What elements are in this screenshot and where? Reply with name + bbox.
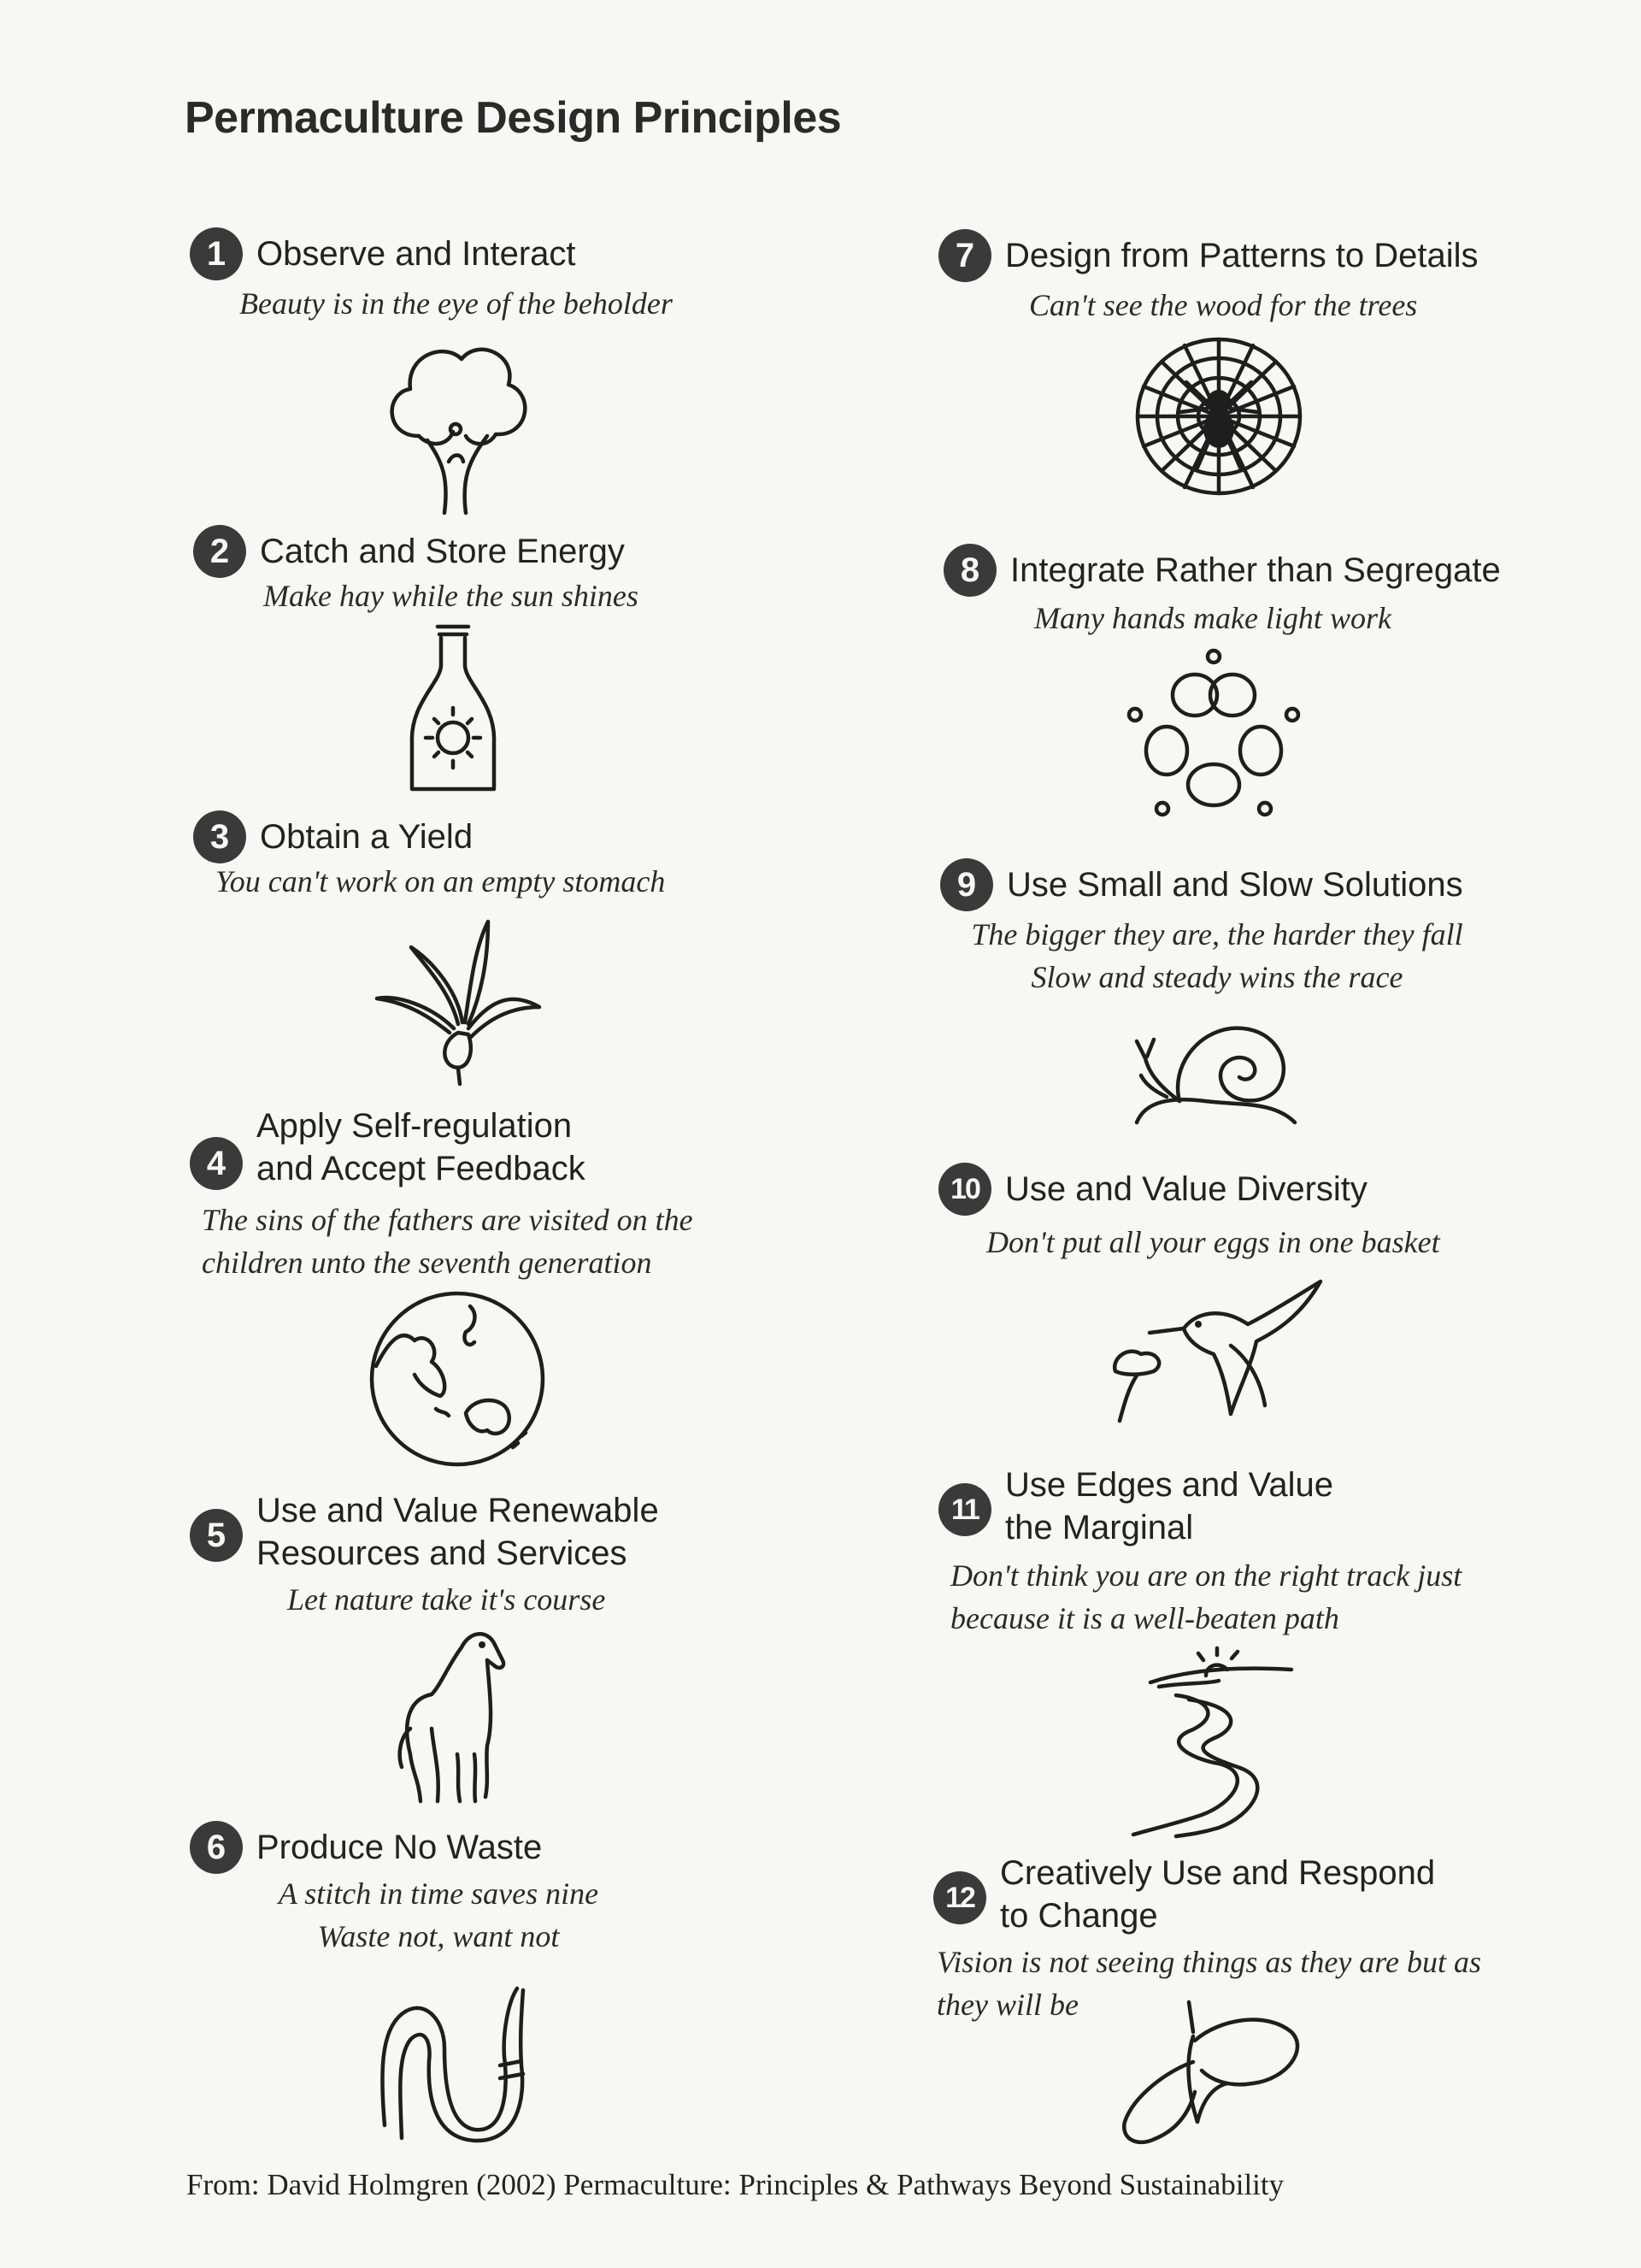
principle-11 (938, 1464, 1333, 1549)
number-badge: 3 (193, 810, 246, 863)
globe-icon (368, 1289, 547, 1469)
principle-quote: Don't put all your eggs in one basket (986, 1225, 1440, 1259)
number-badge: 7 (938, 229, 991, 282)
principle-quote: Many hands make light work (1034, 601, 1391, 635)
number-badge: 10 (938, 1163, 991, 1216)
principle-title: Creatively Use and Respond to Change (1000, 1854, 1436, 1935)
principle-quote: Vision is not seeing things as they are but as they will be (937, 1945, 1481, 2022)
number-badge: 8 (944, 544, 997, 597)
principle-quote: The bigger they are, the harder they fall Slow and steady wins the race (971, 917, 1463, 994)
snail-icon (1128, 1016, 1299, 1127)
butterfly-icon (1116, 2002, 1304, 2147)
principle-quote: Don't think you are on the right track just because it is a well-beaten path (950, 1558, 1462, 1635)
number-badge: 11 (938, 1483, 991, 1536)
principle-1 (190, 227, 576, 280)
bottled-sun-icon (402, 622, 504, 793)
principle-quote: You can't work on an empty stomach (215, 864, 666, 898)
principle-quote: Let nature take it's course (287, 1582, 606, 1617)
principle-title: Integrate Rather than Segregate (1010, 551, 1501, 589)
number-badge: 1 (190, 227, 243, 280)
principle-title: Produce No Waste (256, 1829, 543, 1866)
number-badge: 5 (190, 1509, 243, 1562)
tree-icon (368, 333, 538, 513)
principle-12 (933, 1852, 1435, 1937)
principle-3 (193, 810, 473, 863)
winding-path-icon (1125, 1648, 1296, 1836)
principle-title: Obtain a Yield (260, 818, 473, 856)
principle-title: Catch and Store Energy (260, 533, 625, 570)
principle-4 (190, 1105, 585, 1190)
horse-icon (393, 1626, 513, 1806)
principle-7 (938, 229, 1479, 282)
principle-9 (940, 858, 1463, 911)
principle-quote: A stitch in time saves nine Waste not, want not (278, 1876, 599, 1953)
number-badge: 4 (190, 1137, 243, 1190)
principle-10 (938, 1163, 1368, 1216)
principle-5 (190, 1489, 659, 1575)
principle-6 (190, 1821, 542, 1874)
number-badge: 9 (940, 858, 993, 911)
principle-title: Use and Value Diversity (1005, 1170, 1368, 1208)
number-badge: 12 (933, 1871, 986, 1924)
beet-plant-icon (373, 913, 544, 1084)
principle-title: Use and Value Renewable Resources and Services (256, 1492, 659, 1572)
principle-title: Apply Self-regulation and Accept Feedback (256, 1107, 585, 1187)
principle-quote: Can't see the wood for the trees (1029, 288, 1418, 322)
spider-web-icon (1133, 335, 1304, 498)
principle-title: Design from Patterns to Details (1005, 237, 1479, 274)
worm-icon (376, 1980, 530, 2142)
circle-network-icon (1128, 648, 1299, 819)
number-badge: 2 (193, 525, 246, 578)
number-badge: 6 (190, 1821, 243, 1874)
source-citation: From: David Holmgren (2002) Permaculture: Principles & Pathways Beyond Sustainability (186, 2168, 1285, 2201)
principle-quote: The sins of the fathers are visited on the children unto the seventh generation (202, 1203, 693, 1280)
principle-quote: Make hay while the sun shines (263, 579, 638, 613)
principle-2 (193, 525, 625, 578)
principle-8 (944, 544, 1501, 597)
principle-quote: Beauty is in the eye of the beholder (239, 286, 673, 321)
principle-title: Observe and Interact (256, 235, 576, 273)
page-title: Permaculture Design Principles (185, 93, 842, 143)
hummingbird-icon (1103, 1277, 1325, 1423)
principle-title: Use Small and Slow Solutions (1007, 866, 1463, 904)
principle-title: Use Edges and Value the Marginal (1005, 1466, 1333, 1546)
